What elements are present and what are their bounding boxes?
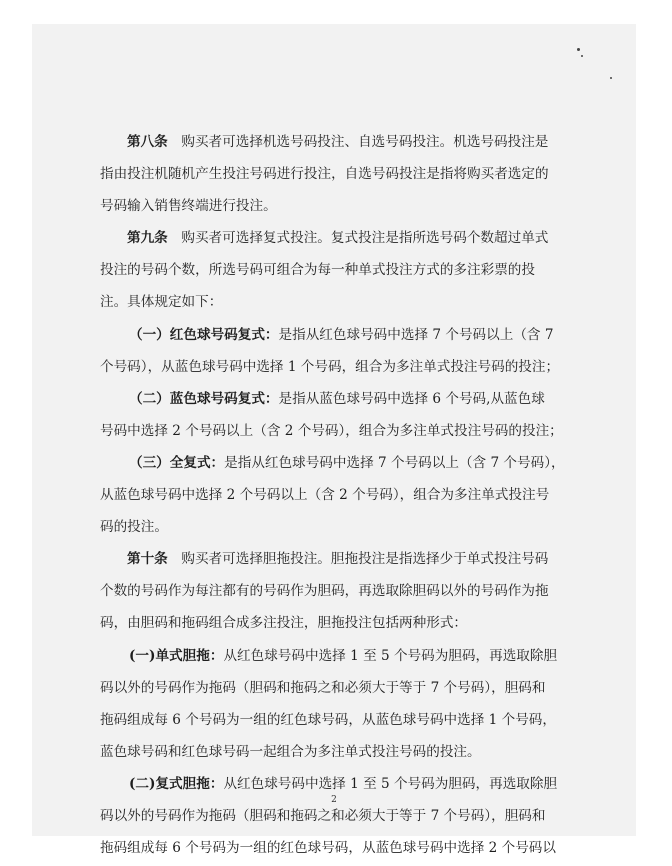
line-text: 是指从蓝色球号码中选择 6 个号码,从蓝色球 (278, 390, 545, 407)
scan-speck (610, 77, 612, 79)
line-text: 号码输入销售终端进行投注。 (100, 198, 277, 215)
line-text: 拖码组成每 6 个号码为一组的红色球号码，从蓝色球号码中选择 2 个号码以 (100, 840, 556, 857)
text-line (100, 511, 578, 543)
text-line (100, 479, 578, 511)
line-text: 指由投注机随机产生投注号码进行投注，自选号码投注是指将购买者选定的 (100, 166, 549, 183)
text-line (100, 254, 578, 286)
article-heading: 第十条 (127, 551, 168, 568)
item-heading: （三）全复式： (129, 454, 225, 471)
text-line (100, 447, 578, 479)
text-line (100, 286, 578, 318)
article-heading: 第九条 (127, 230, 168, 247)
text-line (100, 383, 578, 415)
page-number: 2 (331, 795, 337, 805)
scan-speck (577, 48, 580, 51)
text-line (100, 190, 578, 222)
line-text: 从红色球号码中选择 1 至 5 个号码为胆码，再选取除胆 (223, 647, 558, 664)
text-line (100, 222, 578, 254)
text-line (100, 640, 578, 672)
text-line (100, 736, 578, 768)
text-line (100, 607, 578, 639)
text-line (100, 126, 578, 158)
line-text: 购买者可选择机选号码投注、自选号码投注。机选号码投注是 (167, 134, 549, 150)
item-heading: （一）红色球号码复式： (129, 326, 279, 343)
text-line (100, 319, 578, 351)
line-text: 个数的号码作为每注都有的号码作为胆码，再选取除胆码以外的号码作为拖 (100, 583, 549, 600)
line-text: 蓝色球号码和红色球号码一起组合为多注单式投注号码的投注。 (100, 743, 481, 760)
article-heading: 第八条 (127, 134, 168, 150)
document-page (32, 24, 636, 857)
text-line (100, 351, 578, 383)
line-text: 从蓝色球号码中选择 2 个号码以上（含 2 个号码），组合为多注单式投注号 (100, 487, 550, 504)
line-text: 是指从红色球号码中选择 7 个号码以上（含 7 个号码）， (224, 454, 565, 471)
line-text: 购买者可选择胆拖投注。胆拖投注是指选择少于单式投注号码 (167, 551, 549, 568)
item-heading: （二）蓝色球号码复式： (129, 390, 279, 407)
line-text: 码以外的号码作为拖码（胆码和拖码之和必须大于等于 7 个号码），胆码和 (100, 807, 546, 824)
line-text: 是指从红色球号码中选择 7 个号码以上（含 7 (278, 326, 554, 343)
document-body (100, 126, 578, 864)
line-text: 从红色球号码中选择 1 至 5 个号码为胆码，再选取除胆 (223, 775, 558, 792)
text-line (100, 575, 578, 607)
line-text: 投注的号码个数，所选号码可组合为每一种单式投注方式的多注彩票的投 (100, 262, 535, 279)
line-text: 码，由胆码和拖码组合成多注投注，胆拖投注包括两种形式： (100, 615, 468, 632)
line-text: 购买者可选择复式投注。复式投注是指所选号码个数超过单式 (167, 230, 549, 247)
text-line (100, 543, 578, 575)
text-line (100, 832, 578, 864)
item-heading: (二)复式胆拖： (129, 775, 224, 792)
line-text: 码的投注。 (100, 519, 168, 536)
line-text: 个号码），从蓝色球号码中选择 1 个号码，组合为多注单式投注号码的投注； (100, 358, 560, 375)
line-text: 注。具体规定如下： (100, 294, 223, 311)
text-line (100, 158, 578, 190)
line-text: 拖码组成每 6 个号码为一组的红色球号码，从蓝色球号码中选择 1 个号码， (100, 711, 556, 728)
item-heading: (一)单式胆拖： (129, 647, 224, 664)
line-text: 码以外的号码作为拖码（胆码和拖码之和必须大于等于 7 个号码），胆码和 (100, 679, 546, 696)
text-line (100, 672, 578, 704)
line-text: 号码中选择 2 个号码以上（含 2 个号码），组合为多注单式投注号码的投注； (100, 422, 563, 439)
text-line (100, 704, 578, 736)
text-line (100, 415, 578, 447)
scan-speck (581, 55, 583, 57)
